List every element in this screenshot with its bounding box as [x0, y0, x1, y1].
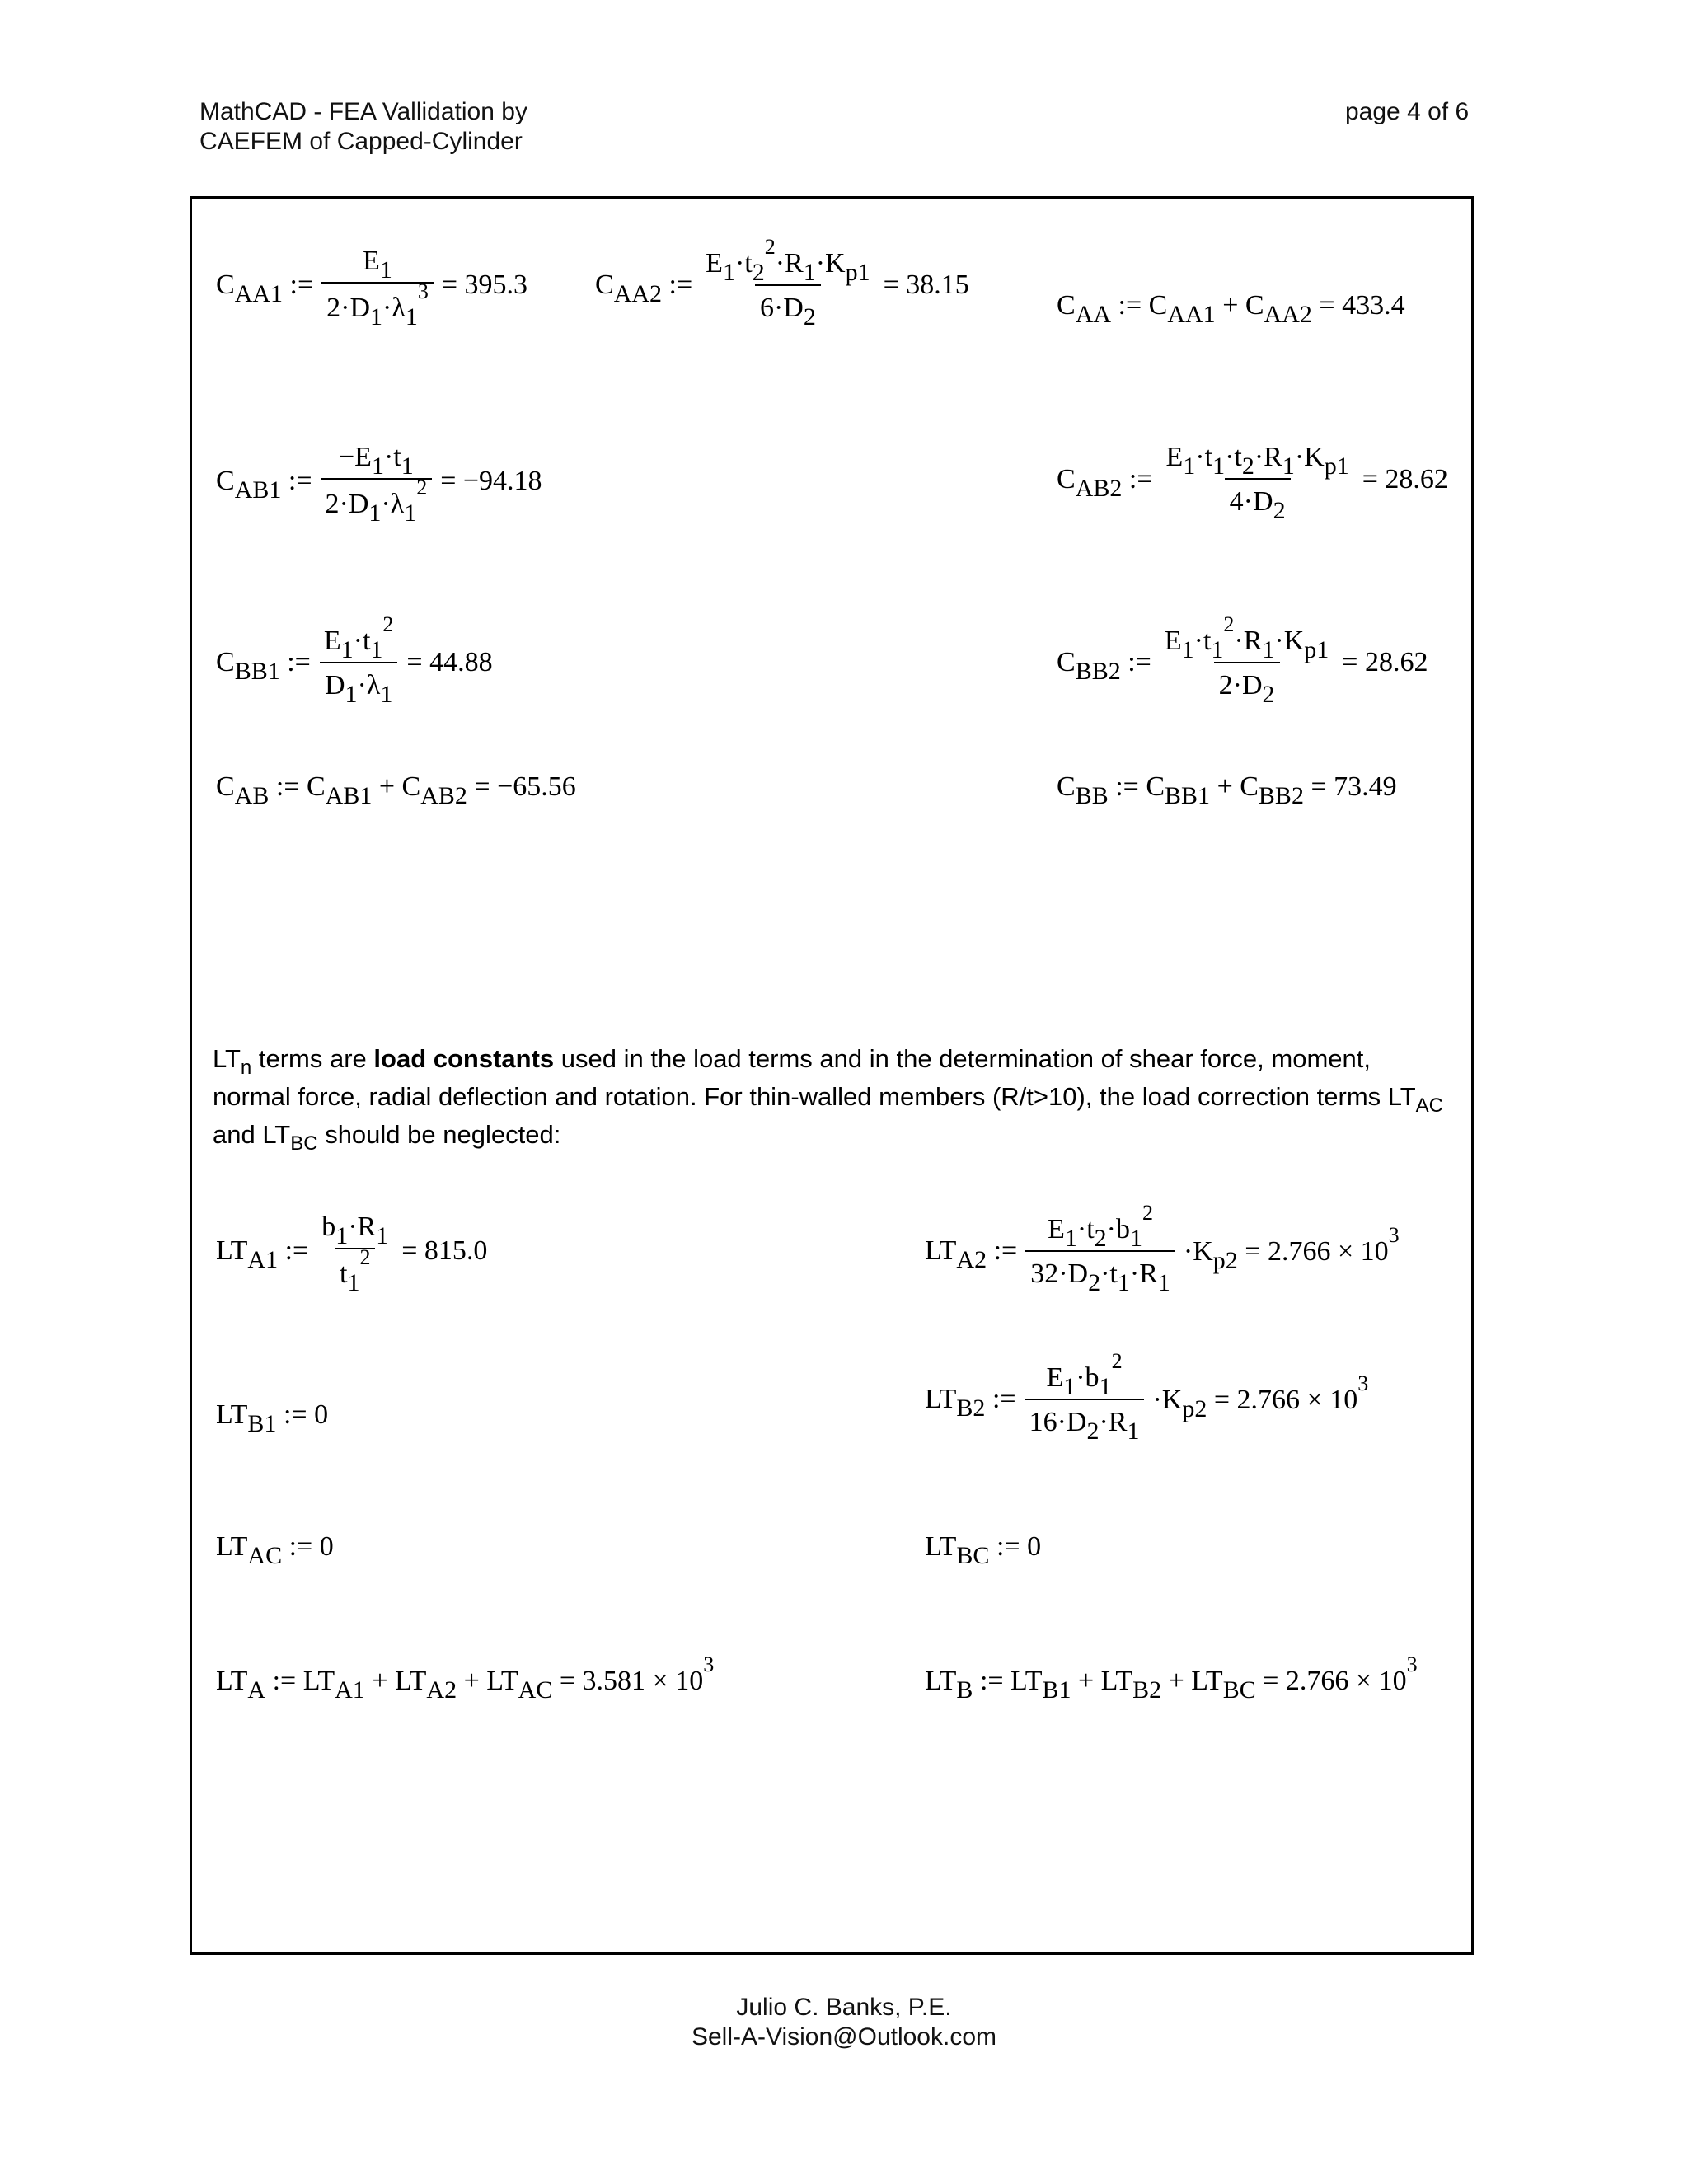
caa2-result: = 38.15: [883, 269, 969, 300]
equation-ltbc: $LT_{BC}$ := 0: [925, 1531, 1042, 1569]
lta-result: = 3.581 × 10: [559, 1666, 704, 1696]
equation-ltb: $LT_B$ := $LT_{B1} + LT_{B2} + LT_{BC} = 2.766 \times 10^3$: [925, 1652, 1418, 1704]
caa1-result: = 395.3: [441, 269, 528, 300]
bold-term: load constants: [373, 1044, 555, 1073]
ltb-result: = 2.766 × 10: [1263, 1666, 1407, 1696]
ltb2-result: = 2.766 × 10: [1213, 1385, 1358, 1415]
equation-lta1: $LT_{A1}$ := $\frac{b_1\cdot R_1}{t_1^2}$ = 815.0: [216, 1212, 488, 1296]
lta1-result: = 815.0: [401, 1235, 488, 1266]
cab-result: = −65.56: [474, 771, 576, 802]
cab1-result: = −94.18: [440, 465, 542, 496]
ltac-result: 0: [319, 1531, 334, 1562]
header-title: [199, 97, 528, 157]
cbb2-result: = 28.62: [1342, 646, 1428, 677]
equation-caa2: $C_{AA2}$ := $\frac{E_1\cdot t_2^2\cdot R_1\cdot K_{p1}}{6\cdot D_2}$ = 38.15: [595, 235, 969, 330]
equation-ltac: $LT_{AC}$ := 0: [216, 1531, 334, 1569]
equation-cab2: $C_{AB2}$ := $\frac{E_1\cdot t_1\cdot t_2\cdot R_1\cdot K_{p1}}{4\cdot D_2}$ = 28.62: [1057, 442, 1448, 524]
footer: [0, 1993, 1688, 2052]
cbb1-result: = 44.88: [406, 646, 493, 677]
equation-lta: $LT_A$ := $LT_{A1} + LT_{A2} + LT_{AC} = 3.581 \times 10^3$: [216, 1652, 715, 1704]
lta2-result: = 2.766 × 10: [1245, 1236, 1389, 1267]
ltbc-result: 0: [1027, 1531, 1042, 1562]
header-title-line1: MathCAD - FEA Vallidation by: [199, 98, 528, 125]
footer-email: Sell-A-Vision@Outlook.com: [691, 2023, 997, 2050]
cbb-result: = 73.49: [1311, 771, 1397, 802]
header-title-line2: CAEFEM of Capped-Cylinder: [199, 128, 523, 155]
cab2-result: = 28.62: [1362, 464, 1448, 494]
equation-cbb2: $C_{BB2}$ := $\frac{E_1\cdot t_1^2\cdot R_1\cdot K_{p1}}{2\cdot D_2}$ = 28.62: [1057, 612, 1428, 708]
equation-caa1: $C_{AA1}$ := $\frac{E_1}{2\cdot D_1\cdot\lambda_1^3}$ = 395.3: [216, 246, 528, 330]
equation-cbb: $C_{BB}$ := $C_{BB1} + C_{BB2} = 73.49$: [1057, 771, 1397, 809]
equation-caa: $C_{AA}$ := $C_{AA1} + C_{AA2} = 433.4$: [1057, 290, 1405, 328]
equation-cab1: $C_{AB1}$ := $\frac{-E_1\cdot t_1}{2\cdot D_1\cdot\lambda_1^2}$ = −94.18: [216, 442, 542, 527]
ltb1-result: 0: [314, 1399, 329, 1430]
equation-lta2: $LT_{A2}$ := $\frac{E_1\cdot t_2\cdot b_1^2}{32\cdot D_2\cdot t_1\cdot R_1}$ $\cdot K_{p2} = 2.766 \times 10^3$: [925, 1201, 1400, 1296]
equation-ltb1: $LT_{B1}$ := 0: [216, 1399, 329, 1437]
caa-result: = 433.4: [1319, 290, 1405, 321]
page-number: page 4 of 6: [1345, 98, 1470, 125]
equation-cbb1: $C_{BB1}$ := $\frac{E_1\cdot t_1^2}{D_1\cdot\lambda_1}$ = 44.88: [216, 612, 493, 708]
load-constants-paragraph: $LT_n$ terms are load constants used in the load terms and in the determination of shear force, moment, normal force, radial deflection and rotation. For thin-walled members (R/t>10), the load correction terms $LT_{AC}$ and $LT_{BC}$ should be neglected:: [213, 1044, 1444, 1155]
equation-cab: $C_{AB}$ := $C_{AB1} + C_{AB2} = -65.56$: [216, 771, 576, 809]
footer-author: Julio C. Banks, P.E.: [736, 1994, 952, 2021]
equation-ltb2: $LT_{B2}$ := $\frac{E_1\cdot b_1^2}{16\cdot D_2\cdot R_1}$ $\cdot K_{p2} = 2.766 \times 10^3$: [925, 1349, 1369, 1445]
